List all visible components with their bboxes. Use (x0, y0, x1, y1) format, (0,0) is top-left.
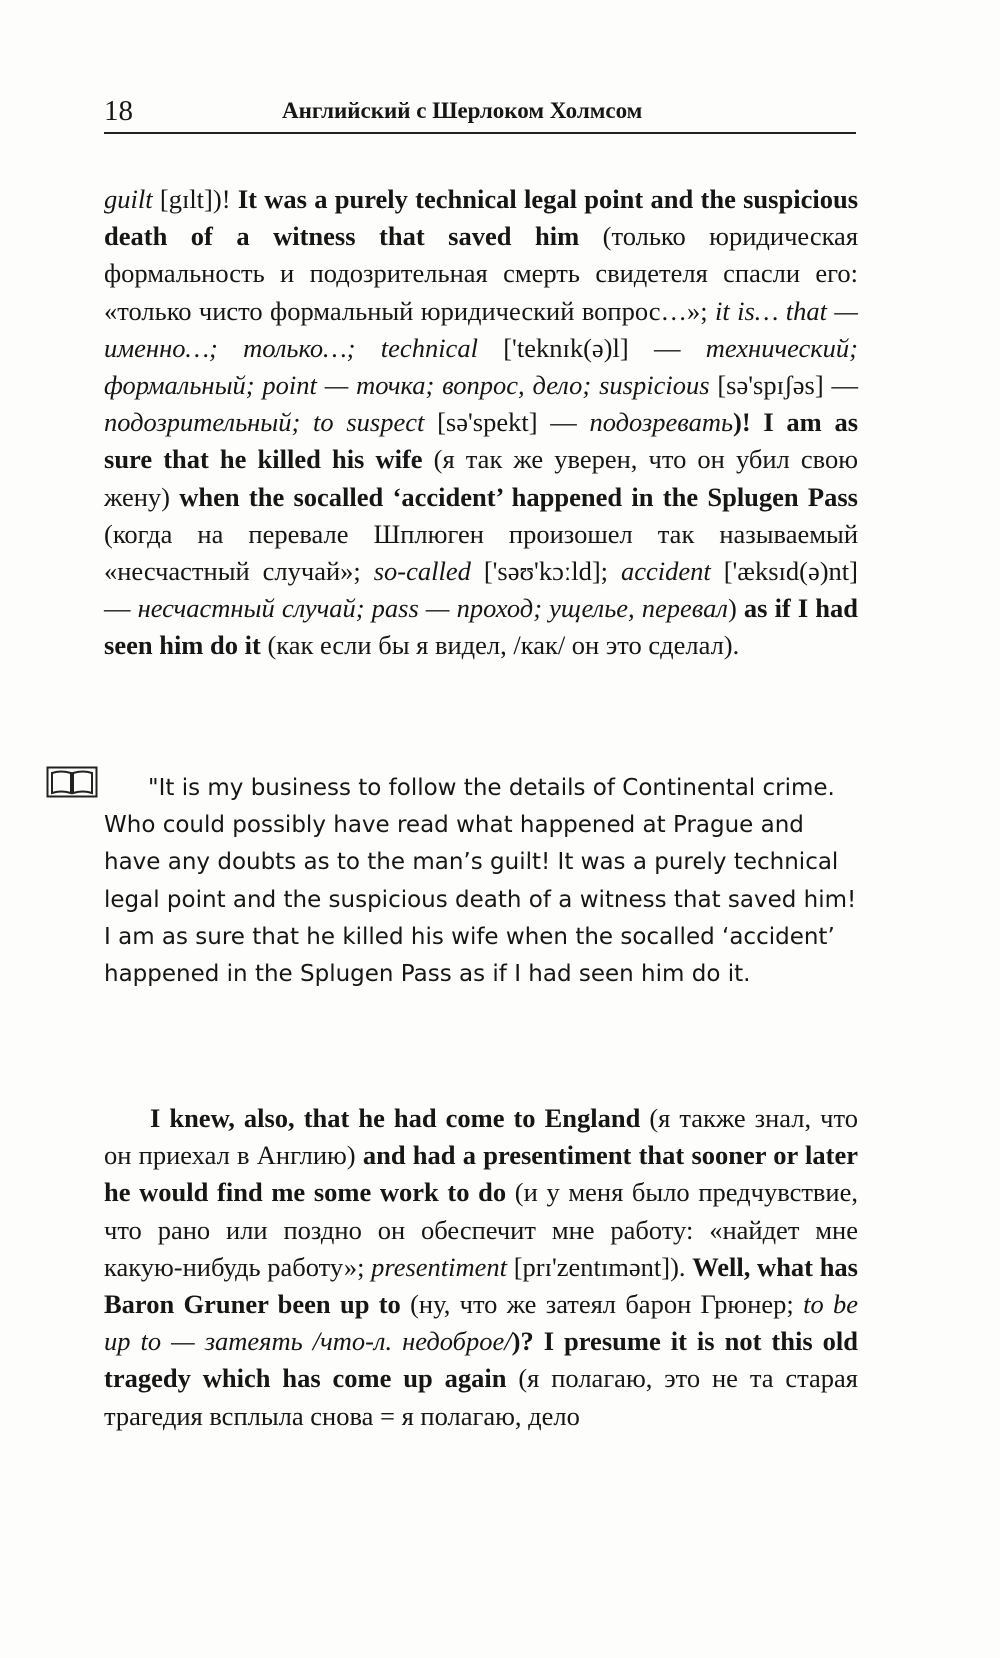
text-span: (я полагаю, это не та старая трагедия всплыла снова = я полагаю, дело (104, 1363, 858, 1431)
text-span: it is… that — именно…; только…; technical (104, 295, 858, 363)
text-span: to be up to — затеять /что-л. недоброе/ (104, 1289, 858, 1357)
text-span: presentiment (371, 1251, 508, 1282)
open-book-icon (46, 766, 98, 798)
text-span: accident (620, 556, 711, 587)
text-span: (я так же уверен, что он убил свою жену) (104, 444, 858, 512)
text-span: [sə'spekt] — (424, 407, 590, 438)
text-span: I knew, also, that he had come to England (150, 1103, 641, 1133)
original-english-text: "It is my business to follow the details of Continental crime. Who could possibly have read what happened at Prague and have any doubts as to the man’s guilt! It was a purely technical legal point and the suspicious death of a witness that saved him! I am as sure that he killed his wife when the socalled ‘accident’ happened in the Splugen Pass as if I had seen him do it. (104, 775, 857, 988)
text-span: [sə'spɪʃəs] — (709, 370, 858, 401)
text-span: I am as sure that he killed his wife (104, 407, 859, 475)
text-span: ['teknɪk(ə)l] — (477, 332, 706, 363)
text-span: подозревать (589, 407, 734, 438)
text-span: (я также знал, что он приехал в Англию) (104, 1103, 858, 1171)
text-span: ['səʊ'kɔːld]; (470, 556, 621, 587)
text-span: as if I had seen him do it (104, 593, 859, 661)
page-header (104, 96, 856, 134)
text-span: ) (727, 593, 744, 624)
text-span: )? (511, 1326, 544, 1357)
text-span: Well, what has Baron Gruner been up to (104, 1251, 858, 1320)
text-span: (и у меня было предчувствие, что рано или поздно он обеспечит мне работу: «найдет мне какую-нибудь работу»; (104, 1177, 859, 1282)
text-span: guilt (104, 184, 153, 214)
text-span: подозрительный; to suspect (104, 407, 425, 438)
text-span: I presume it is not this old tragedy which has come up again (104, 1326, 859, 1394)
text-span: (только юридическая формальность и подозрительная смерть свидетеля спасли его: «только чисто формальный юридический вопрос…»; (104, 221, 859, 326)
text-span: (ну, что же затеял барон Грюнер; (400, 1289, 804, 1320)
text-span: технический; формальный; point — точка; вопрос, дело; suspicious (104, 332, 858, 401)
text-span: and had a presentiment that sooner or later he would find me some work to do (104, 1140, 858, 1208)
text-span: [prɪ'zentɪmənt]). (507, 1251, 693, 1282)
running-title: Английский с Шерлоком Холмсом (282, 98, 643, 123)
annotated-paragraph-2 (104, 1100, 858, 1435)
text-span: (как если бы я видел, /как/ он это сделал). (260, 630, 740, 661)
text-span: when the socalled ‘accident’ happened in the Splugen Pass (179, 481, 858, 512)
annotated-paragraph-1 (104, 181, 858, 665)
text-span: ['æksɪd(ə)nt] — (104, 556, 858, 624)
text-span: (когда на перевале Шплюген произошел так называемый «несчастный случай»; (104, 518, 858, 587)
page-number: 18 (104, 95, 133, 127)
text-span: [gɪlt])! (152, 184, 238, 214)
text-span: несчастный случай; pass — проход; ущелье, перевал (137, 593, 728, 624)
text-span: )! (733, 407, 764, 438)
text-span: It was a purely technical legal point and the suspicious death of a witness that saved him (104, 184, 859, 252)
text-span: so-called (373, 556, 471, 587)
